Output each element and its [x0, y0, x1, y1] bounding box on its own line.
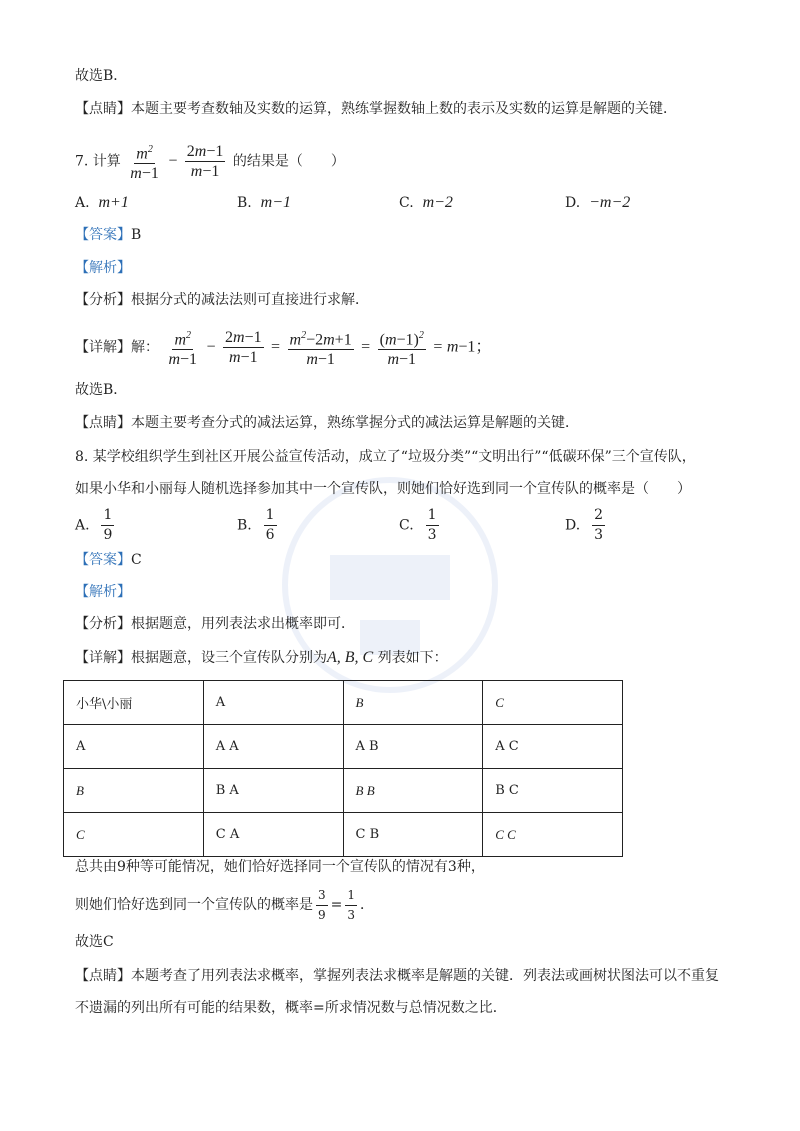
- q7-prefix: 7. 计算: [75, 153, 121, 170]
- q7-xiangjie: 【详解】解： $\frac{m^2}{m-1}$ − $\frac{2m-1}{m-1}$ = $\frac{m^2-2m+1}{m-1}$ = $\frac{(m-1)^2}{m-1}$ = m−1；: [75, 326, 491, 369]
- table-row: [64, 681, 623, 725]
- q8-choose: 故选C: [75, 934, 114, 950]
- q8-stem-line2: 如果小华和小丽每人随机选择参加其中一个宣传队，则她们恰好选到同一个宣传队的概率是（ ）: [75, 481, 691, 497]
- table-cell: C: [483, 681, 623, 725]
- tip-text: 本题主要考查数轴及实数的运算，熟练掌握数轴上数的表示及实数的运算是解题的关键．: [131, 101, 677, 117]
- q7-option-c: C. m−2: [399, 194, 453, 211]
- q7-option-d: D. −m−2: [565, 194, 631, 211]
- table-row: [64, 725, 623, 769]
- q7-tip: 【点睛】本题主要考查分式的减法运算，熟练掌握分式的减法运算是解题的关键．: [75, 415, 579, 431]
- table-cell: A: [203, 681, 343, 725]
- tip-tag: 【点睛】: [75, 101, 131, 117]
- q7-answer: 【答案】B: [75, 227, 142, 243]
- q6-choose: 故选B．: [75, 68, 128, 84]
- q8-xiangjie: 【详解】根据题意，设三个宣传队分别为A, B, C 列表如下：: [75, 649, 448, 666]
- table-row: [64, 769, 623, 813]
- q7-option-b: B. m−1: [237, 194, 292, 211]
- table-row: [64, 813, 623, 857]
- table-cell: B: [343, 681, 483, 725]
- q7-frac-1: $\frac{m^2}{m-1}$: [128, 140, 161, 183]
- q7-option-a: A. m+1: [75, 194, 129, 211]
- q6-tip: [75, 99, 677, 119]
- q8-summary-2: 则她们恰好选到同一个宣传队的概率是 $\frac{3}{9}$ = $\frac{1}{3}$ ．: [75, 887, 375, 922]
- q7-frac-2: $\frac{2m-1}{m-1}$: [186, 143, 224, 181]
- table-cell: A: [64, 725, 204, 769]
- q7-stem: 7. 计算 $\frac{m^2}{m-1}$ − $\frac{2m-1}{m-1}$ 的结果是（ ）: [75, 140, 345, 183]
- q8-tip-1: 【点睛】本题考查了用列表法求概率，掌握列表法求概率是解题的关键．列表法或画树状图法可以不重复: [75, 968, 719, 984]
- q7-fenxi: 【分析】根据分式的减法法则可直接进行求解．: [75, 292, 369, 308]
- table-cell: B: [64, 769, 204, 813]
- table-cell: A C: [483, 725, 623, 769]
- table-cell: B C: [483, 769, 623, 813]
- q8-option-c: C. $\frac{1}{3}$: [399, 507, 437, 543]
- q8-answer: 【答案】C: [75, 552, 142, 568]
- probability-table: [63, 680, 623, 857]
- table-cell: 小华\小丽: [64, 681, 204, 725]
- table-cell: A A: [203, 725, 343, 769]
- q8-analysis-tag: 【解析】: [75, 584, 131, 600]
- q7-choose: 故选B．: [75, 382, 128, 398]
- table-cell: B A: [203, 769, 343, 813]
- q8-option-a: A. $\frac{1}{9}$: [75, 507, 113, 543]
- q8-stem-line1: 8. 某学校组织学生到社区开展公益宣传活动，成立了“垃圾分类”“文明出行”“低碳环保”三个宣传队，: [75, 449, 696, 465]
- q8-tip-2: 不遗漏的列出所有可能的结果数，概率=所求情况数与总情况数之比．: [75, 1000, 507, 1016]
- table-cell: C A: [203, 813, 343, 857]
- table-cell: C B: [343, 813, 483, 857]
- table-cell: A B: [343, 725, 483, 769]
- q8-option-b: B. $\frac{1}{6}$: [237, 507, 275, 543]
- table-cell: C C: [483, 813, 623, 857]
- q8-option-d: D. $\frac{2}{3}$: [565, 507, 604, 543]
- table-cell: B B: [343, 769, 483, 813]
- table-cell: C: [64, 813, 204, 857]
- q7-suffix: 的结果是（ ）: [232, 153, 345, 170]
- q8-fenxi: 【分析】根据题意，用列表法求出概率即可．: [75, 616, 355, 632]
- q8-summary-1: 总共由9种等可能情况，她们恰好选择同一个宣传队的情况有3种，: [75, 859, 485, 875]
- q7-analysis-tag: 【解析】: [75, 260, 131, 276]
